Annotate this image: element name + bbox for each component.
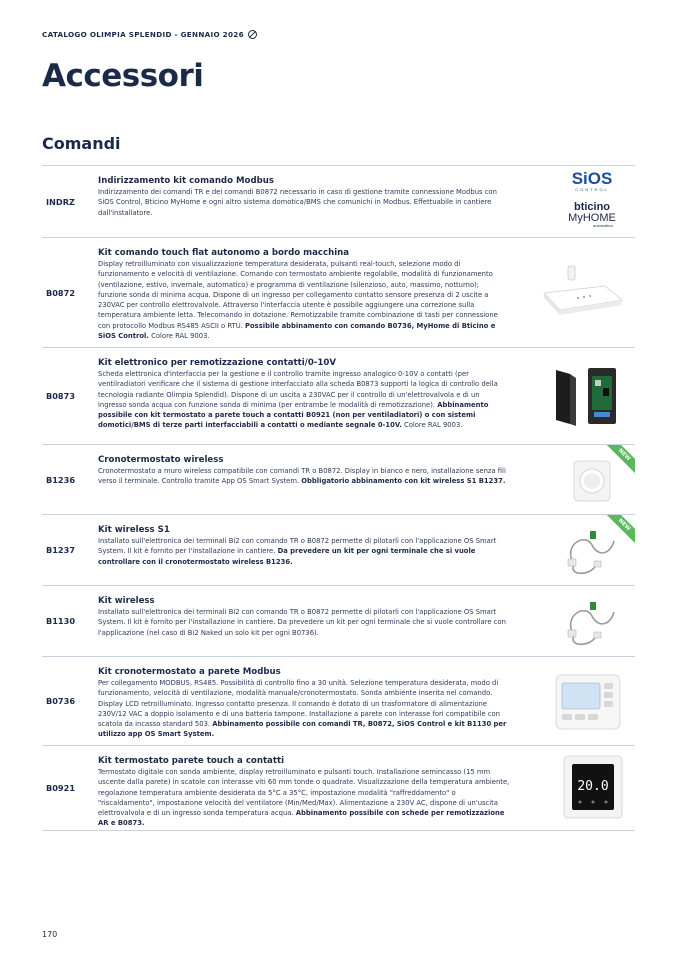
product-description: Installato sull'elettronica dei terminali Bi2 con comando TR o B0872 permette di pilotarli con l'applicazione OS Smart System. Il kit è fornito per l'installazione in cantiere. Da prevedere un kit per ogni terminale che si vuole controllare con l'applicazione (nel caso di Bi2 Naked un solo kit per ogni B0736). [98, 608, 506, 637]
product-compatibility: Da prevedere un kit per ogni terminale che si vuole controllare con il cronotermostato wireless B1236. [98, 547, 476, 566]
product-row [42, 657, 635, 746]
product-name: Kit elettronico per remotizzazione contatti/0-10V [98, 358, 336, 368]
product-description: Display retroilluminato con visualizzazione temperatura desiderata, pulsanti real-touch, selezione modo di funzionamento e velocità di ventilazione. Comando con termostato ambiente regolabile, modalità di funzionamento (ventilazione, estivo, invernale, automatico) e programma di ventilazione (silenzioso, auto, massimo, notturno); funzione sonda di minima acqua. Dispone di un ingresso per collegamento contatto sensore presenza di 2 uscite a 230VAC per controllo elettrovalvole. Attraverso l'interfaccia utente è possibile aggiungere una correzione sulla temperatura ambiente letta. Telecomando in dotazione. Remotizzabile tramite combinazione di tasti per connessione con protocollo Modbus RS485 ASCII o RTU. [98, 260, 498, 330]
product-image [510, 166, 635, 237]
product-name: Kit comando touch flat autonomo a bordo macchina [98, 248, 350, 258]
product-compatibility: Abbinamento possibile con kit termostato a parete touch a contatti B0921 (non per ventiladiatori) o con sistemi domotici/BMS di terze parti interfacciabili a contatti o mediante segnale 0-10V. [98, 400, 489, 430]
product-code: B0872 [46, 287, 76, 298]
product-name: Indirizzamento kit comando Modbus [98, 176, 274, 186]
product-image [510, 746, 635, 830]
product-description: Per collegamento MODBUS, RS485. Possibilità di controllo fino a 30 unità. Selezione temperatura desiderata, modo di funzionamento, velocità di ventilazione, modalità manuale/cronotermostato. Sonda ambiente inserita nel comando. Display LCD retroilluminato. Ingresso contatto presenza. Il comando è dotato di un trasformatore di alimentazione 230V/12 VAC a doppio isolamento e di una batteria tampone. Installazione a parete con interasse fori compatibile con scatola da incasso standard 503. [98, 679, 501, 729]
thermostat-display-value: 20.0 [577, 779, 609, 794]
product-image [510, 657, 635, 745]
product-compatibility: Abbinamento possibile con schede per remotizzazione AR e B0873. [98, 809, 505, 828]
product-code: B1236 [46, 474, 76, 485]
product-table [42, 165, 635, 831]
product-image [510, 586, 635, 656]
no-symbol-icon [248, 30, 257, 39]
product-code: B0921 [46, 783, 76, 793]
product-image [510, 515, 635, 585]
product-code: INDRZ [46, 196, 75, 207]
product-image [510, 445, 635, 514]
section-title: Comandi [42, 134, 121, 153]
product-compatibility: Possibile abbinamento con comando B0736, MyHome di Bticino e SiOS Control. [98, 321, 496, 341]
catalog-line: CATALOGO OLIMPIA SPLENDID - GENNAIO 2026 [42, 30, 244, 39]
product-name: Cronotermostato wireless [98, 455, 224, 465]
product-compatibility: Abbinamento possibile con comandi TR, B0872, SiOS Control e kit B1130 per utilizzo app OS Smart System. [98, 720, 507, 739]
sios-logo-sub: CONTROL [575, 187, 609, 192]
page-title: Accessori [42, 58, 204, 94]
product-description: Installato sull'elettronica dei terminali Bi2 con comando TR o B0872 permette di pilotarli con l'applicazione OS Smart System. Il kit è fornito per l'installazione in cantiere. [98, 537, 497, 556]
sios-logo: SiOS [571, 169, 613, 188]
product-description: Termostato digitale con sonda ambiente, display retroilluminato e pulsanti touch. Installazione semincasso (15 mm uscente dalla parete) in scatole con interasse viti 60 mm tonde o quadrate. Visualizzazione della temperatura ambiente, regolazione temperatura ambiente desiderata da 5°C a 35°C, impostazione modalità "raffreddamento" o "riscaldamento", impostazione velocità del ventilatore (Min/Med/Max). Alimentazione a 230V AC, dispone di un'uscita elettrovalvola e di un ingresso sonda temperatura acqua. [98, 768, 510, 818]
product-name: Kit termostato parete touch a contatti [98, 756, 285, 766]
catalog-header [42, 30, 257, 39]
product-name: Kit cronotermostato a parete Modbus [98, 667, 281, 677]
brand-logos [510, 166, 635, 238]
product-code: B1237 [46, 545, 76, 555]
new-badge: NEW [607, 445, 635, 473]
myhome-logo: MyHOME [568, 212, 616, 224]
product-row [42, 445, 635, 515]
product-name: Kit wireless [98, 596, 155, 606]
product-row [42, 586, 635, 657]
myhome-logo-sub: automation [593, 223, 613, 228]
product-row [42, 166, 635, 238]
product-row [42, 515, 635, 586]
bticino-logo: bticino [573, 201, 611, 213]
product-code: B0873 [46, 391, 76, 401]
product-code: B0736 [46, 696, 76, 706]
product-color: Colore RAL 9003. [151, 332, 210, 341]
product-row [42, 348, 635, 445]
product-row [42, 238, 635, 348]
product-description: Indirizzamento dei comandi TR e dei comandi B0872 necessario in caso di gestione tramite connessione Modbus con SiOS Control, Bticino MyHome e ogni altro sistema domotica/BMS che comunichi in Modbus. Effettuabile in cantiere dall'installatore. [98, 188, 497, 217]
product-description: Scheda elettronica d'interfaccia per la gestione e il controllo tramite ingresso analogico 0-10V o contatti (per ventilradiatori verificare che il sistema di gestione interfacciato alla scheda B0873 supporti la logica di controllo della tecnologia radiante Olimpia Splendid). Dispone di un uscita a 230VAC per il controllo di un'elettrovalvola e di un ingresso sonda acqua con funzione sonda di minima (per entrambe le modalità di remotizzazione). [98, 370, 498, 409]
product-code: B1130 [46, 616, 76, 626]
product-description: Cronotermostato a muro wireless compatibile con comandi TR o B0872. Display in bianco e nero, installazione senza fili verso il terminale. Controllo tramite App OS Smart System. [98, 467, 506, 486]
product-image [510, 348, 635, 444]
new-badge: NEW [607, 515, 635, 543]
product-row [42, 746, 635, 831]
page-number: 170 [42, 930, 58, 939]
product-compatibility: Obbligatorio abbinamento con kit wireless S1 B1237. [301, 477, 506, 486]
product-image [510, 238, 635, 347]
product-name: Kit wireless S1 [98, 525, 170, 535]
product-color: Colore RAL 9003. [403, 421, 463, 430]
